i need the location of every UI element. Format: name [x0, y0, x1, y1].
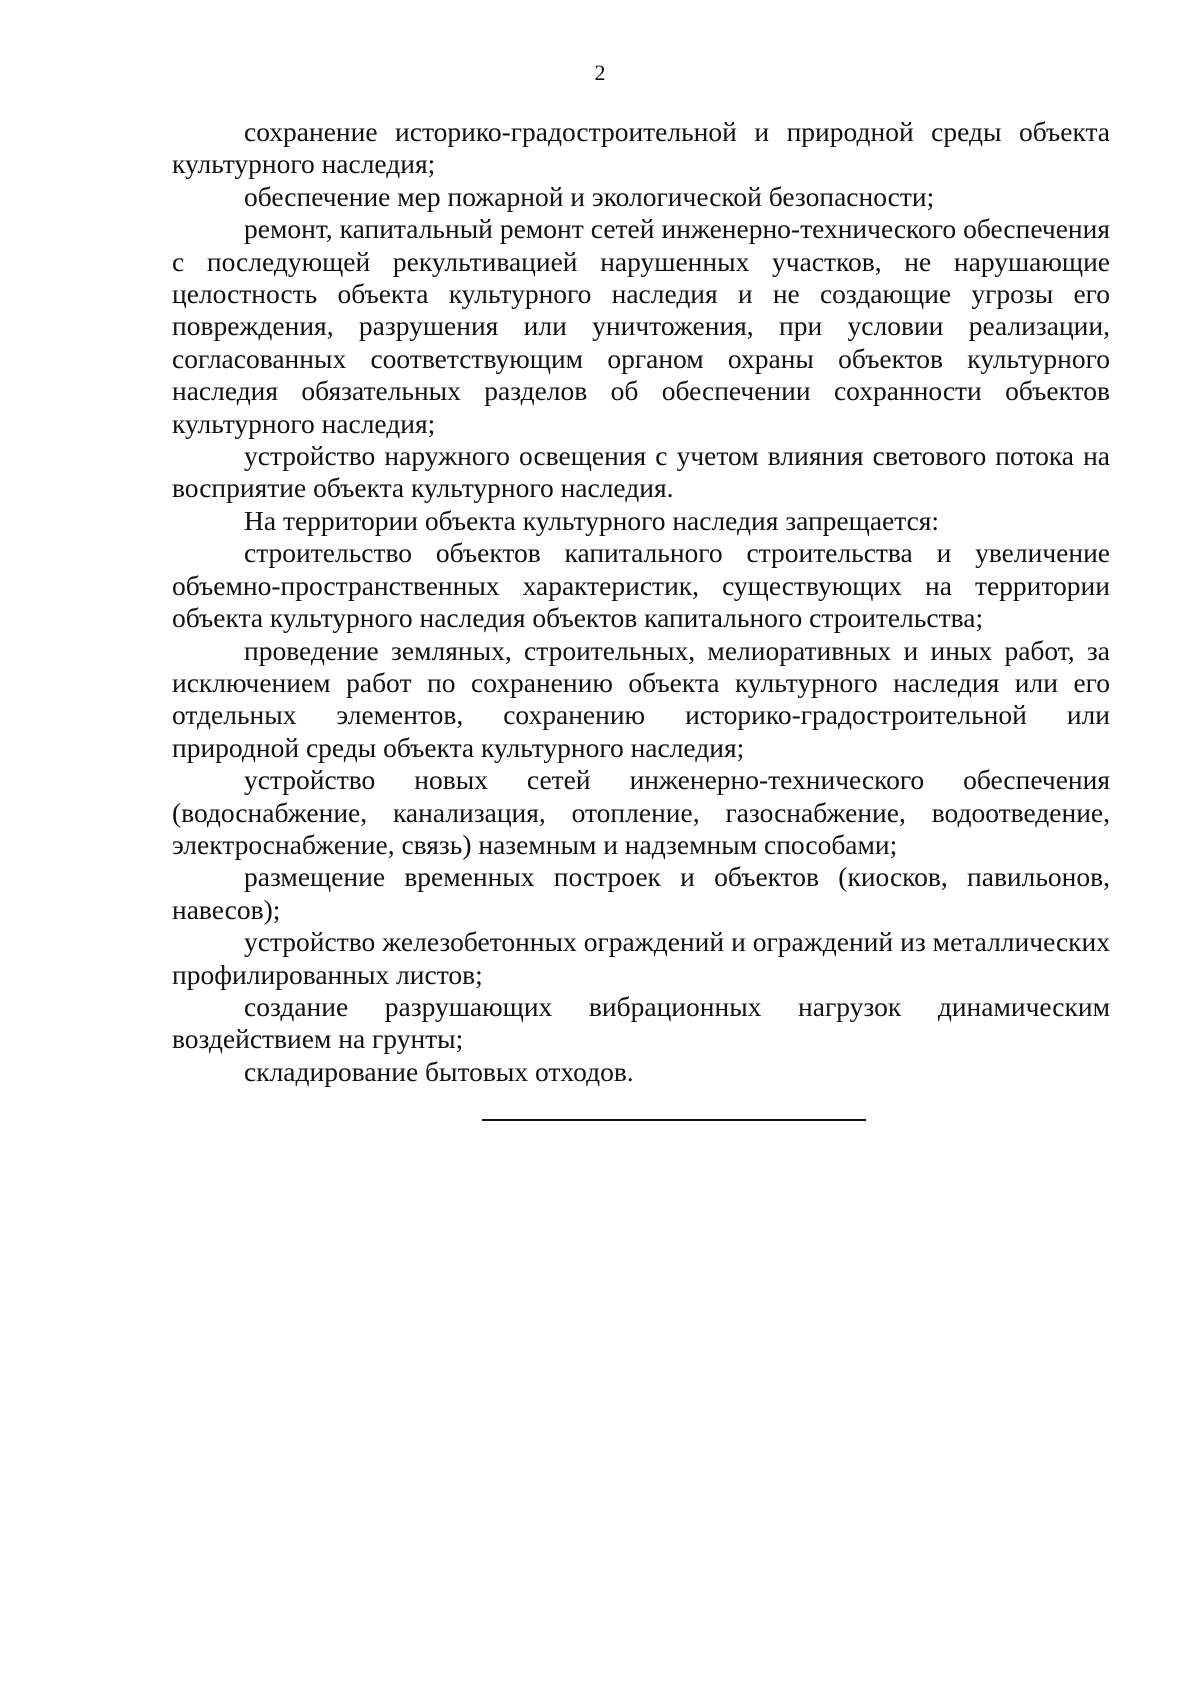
paragraph: обеспечение мер пожарной и экологической безопасности; — [244, 180, 935, 212]
paragraph: устройство железобетонных ограждений и ограждений из металлических профилированных листов; — [172, 926, 1110, 990]
end-divider-line — [482, 1119, 866, 1121]
paragraph: складирование бытовых отходов. — [244, 1055, 634, 1087]
paragraph: строительство объектов капитального строительства и увеличение объемно-пространственных характеристик, существующих на территории объекта культурного наследия объектов капитального строительства; — [172, 537, 1110, 634]
paragraph: сохранение историко-градостроительной и природной среды объекта культурного наследия; — [172, 116, 1110, 180]
paragraph: устройство наружного освещения с учетом влияния светового потока на восприятие объекта культурного наследия. — [172, 440, 1110, 504]
paragraph: проведение земляных, строительных, мелиоративных и иных работ, за исключением работ по сохранению объекта культурного наследия или его отдельных элементов, сохранению историко-градостроительной или природной среды объекта культурного наследия; — [172, 634, 1110, 763]
paragraph: создание разрушающих вибрационных нагрузок динамическим воздействием на грунты; — [172, 990, 1110, 1055]
paragraph: устройство новых сетей инженерно-технического обеспечения (водоснабжение, канализация, отопление, газоснабжение, водоотведение, электроснабжение, связь) наземным и надземным способами; — [172, 764, 1110, 860]
paragraph: На территории объекта культурного наследия запрещается: — [244, 504, 940, 536]
paragraph: ремонт, капитальный ремонт сетей инженерно-технического обеспечения с последующей рекультивацией нарушенных участков, не нарушающие целостность объекта культурного наследия и не создающие угрозы его повреждения, разрушения или уничтожения, при условии реализации, согласованных соответствующим органом охраны объектов культурного наследия обязательных разделов об обеспечении сохранности объектов культурного наследия; — [172, 213, 1110, 439]
document-body — [172, 116, 1110, 1088]
page-number: 2 — [594, 60, 606, 85]
paragraph: размещение временных построек и объектов (киосков, павильонов, навесов); — [172, 861, 1110, 925]
